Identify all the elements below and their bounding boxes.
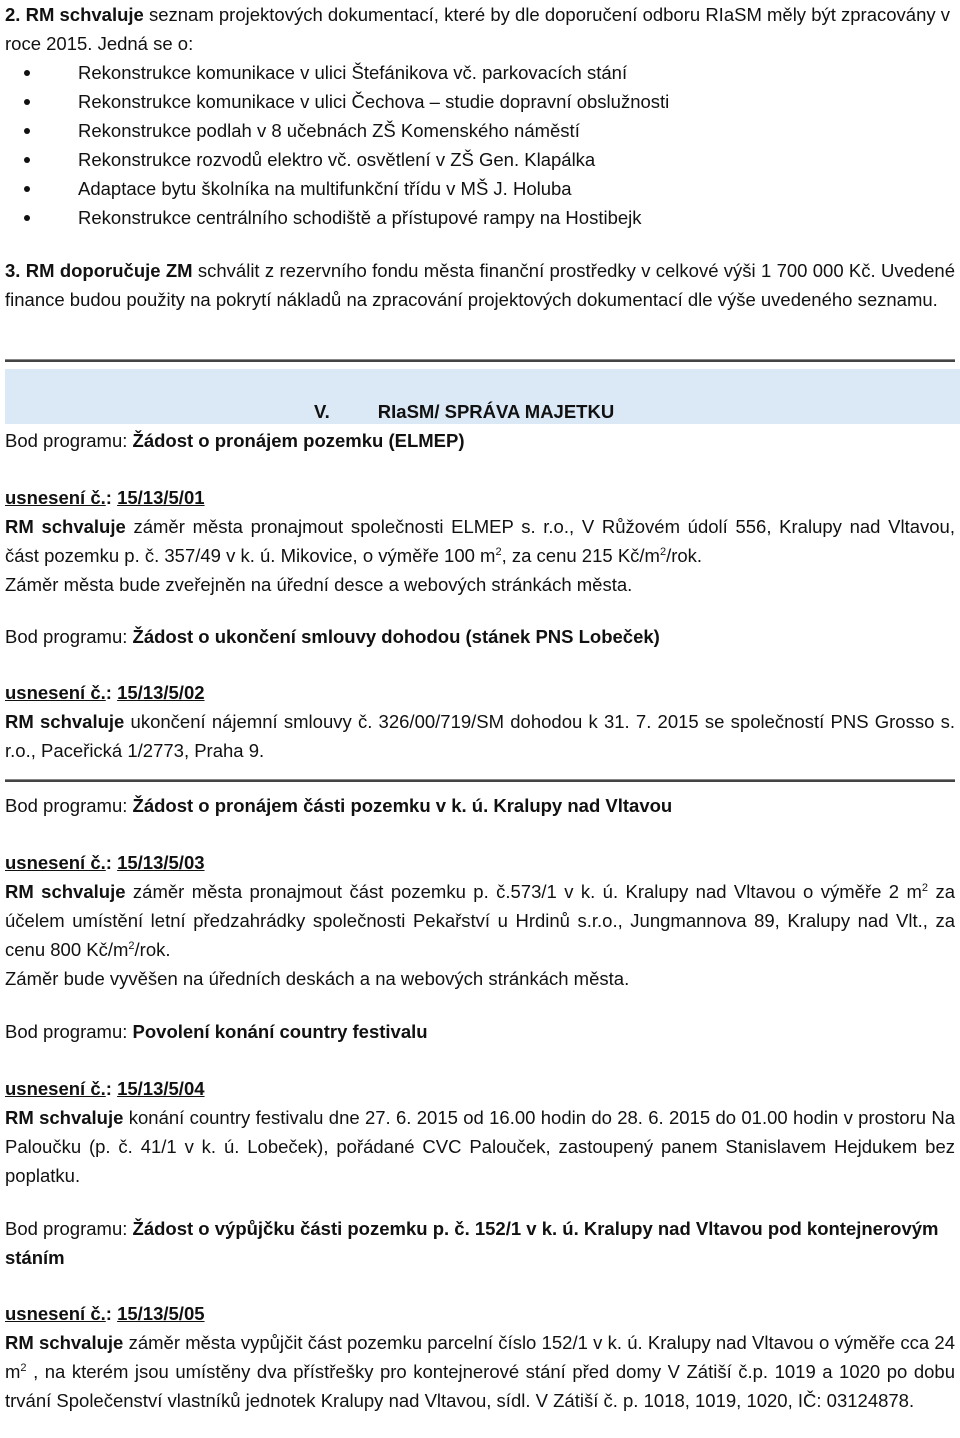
resolution-note: Záměr bude vyvěšen na úředních deskách a na webových stránkách města.	[5, 968, 630, 989]
resolution-3	[5, 848, 955, 993]
section-2	[5, 0, 955, 232]
list-item: Adaptace bytu školníka na multifunkční třídu v MŠ J. Holuba	[5, 174, 955, 203]
resolution-4	[5, 1074, 955, 1190]
resolution-text: RM schvaluje ukončení nájemní smlouvy č. 326/00/719/SM dohodou k 31. 7. 2015 se společností PNS Grosso s. r.o., Paceřická 1/2773, Praha 9.	[5, 711, 955, 761]
resolution-number: usnesení č.: 15/13/5/04	[5, 1078, 205, 1099]
section-3-resolution-verb: RM doporučuje ZM	[25, 260, 193, 281]
list-item: Rekonstrukce centrálního schodiště a přístupové rampy na Hostibejk	[5, 203, 955, 232]
agenda-item-1	[5, 426, 955, 455]
divider	[5, 779, 955, 782]
section-2-number: 2.	[5, 4, 21, 25]
resolution-text: RM schvaluje konání country festivalu dne 27. 6. 2015 od 16.00 hodin do 28. 6. 2015 do 01.00 hodin v prostoru Na Paloučku (p. č. 41/1 v k. ú. Lobeček), pořádané CVC Palouček, zastoupený panem Stanislavem Hejdukem bez poplatku.	[5, 1107, 955, 1186]
list-item: Rekonstrukce rozvodů elektro vč. osvětlení v ZŠ Gen. Klapálka	[5, 145, 955, 174]
resolution-number: usnesení č.: 15/13/5/05	[5, 1303, 205, 1324]
resolution-1	[5, 483, 955, 599]
section-3-text: schválit z rezervního fondu města finanční prostředky v celkové výši 1 700 000 Kč. Uvedené finance budou použity na pokrytí nákladů na zpracování projektových dokumentací dle výše uvedeného seznamu.	[5, 260, 956, 310]
resolution-note: Záměr města bude zveřejněn na úřední desce a webových stránkách města.	[5, 574, 633, 595]
agenda-item-2	[5, 622, 955, 651]
agenda-item-5	[5, 1214, 955, 1272]
section-3	[5, 256, 955, 314]
section-heading	[314, 397, 614, 426]
resolution-number: usnesení č.: 15/13/5/01	[5, 487, 205, 508]
list-item: Rekonstrukce komunikace v ulici Štefánikova vč. parkovacích stání	[5, 58, 955, 87]
agenda-item-title: Bod programu: Žádost o pronájem části pozemku v k. ú. Kralupy nad Vltavou	[5, 795, 673, 816]
agenda-item-title: Bod programu: Žádost o ukončení smlouvy dohodou (stánek PNS Lobeček)	[5, 626, 660, 647]
resolution-text: RM schvaluje záměr města pronajmout část pozemku p. č.573/1 v k. ú. Kralupy nad Vltavou o výměře 2 $m^2$ za účelem umístění letní předzahrádky společnosti Pekařství u Hrdinů s.r.o., Jungmannova 89, Kralupy nad Vlt., za cenu 800 $Kč/m^2$/rok.	[5, 881, 955, 960]
section-3-number: 3.	[5, 260, 21, 281]
agenda-item-4	[5, 1017, 955, 1046]
agenda-item-title: Bod programu: Žádost o výpůjčku části pozemku p. č. 152/1 v k. ú. Kralupy nad Vltavou pod kontejnerovým stáním	[5, 1218, 939, 1268]
heading-roman: V.	[314, 401, 330, 422]
divider	[5, 359, 955, 362]
section-2-resolution-verb: RM schvaluje	[25, 4, 144, 25]
list-item: Rekonstrukce podlah v 8 učebnách ZŠ Komenského náměstí	[5, 116, 955, 145]
resolution-2	[5, 678, 955, 765]
resolution-number: usnesení č.: 15/13/5/02	[5, 682, 205, 703]
heading-title: RIaSM/ SPRÁVA MAJETKU	[377, 401, 615, 422]
resolution-text: RM schvaluje záměr města pronajmout společnosti ELMEP s. r.o., V Růžovém údolí 556, Kralupy nad Vltavou, část pozemku p. č. 357/49 v k. ú. Mikovice, o výměře 100 $m^2$, za cenu 215 $Kč/m^2$/rok.	[5, 516, 955, 566]
resolution-text: RM schvaluje záměr města vypůjčit část pozemku parcelní číslo 152/1 v k. ú. Kralupy nad Vltavou o výměře cca 24 $m^2$ , na kterém jsou umístěny dva přístřešky pro kontejnerové stání před domy V Zátiší č.p. 1019 a 1020 po dobu trvání Společenství vlastníků jednotek Kralupy nad Vltavou, sídl. V Zátiší č. p. 1018, 1019, 1020, IČ: 03124878.	[5, 1332, 955, 1411]
agenda-item-title: Bod programu: Žádost o pronájem pozemku (ELMEP)	[5, 430, 465, 451]
project-list	[5, 58, 955, 232]
resolution-number: usnesení č.: 15/13/5/03	[5, 852, 205, 873]
section-2-text: seznam projektových dokumentací, které by dle doporučení odboru RIaSM měly být zpracovány v roce 2015. Jedná se o:	[5, 4, 951, 54]
section-2-intro	[5, 0, 955, 58]
section-3-paragraph	[5, 256, 955, 314]
resolution-5	[5, 1299, 955, 1415]
agenda-item-title: Bod programu: Povolení konání country festivalu	[5, 1021, 428, 1042]
agenda-item-3	[5, 791, 955, 820]
list-item: Rekonstrukce komunikace v ulici Čechova – studie dopravní obslužnosti	[5, 87, 955, 116]
